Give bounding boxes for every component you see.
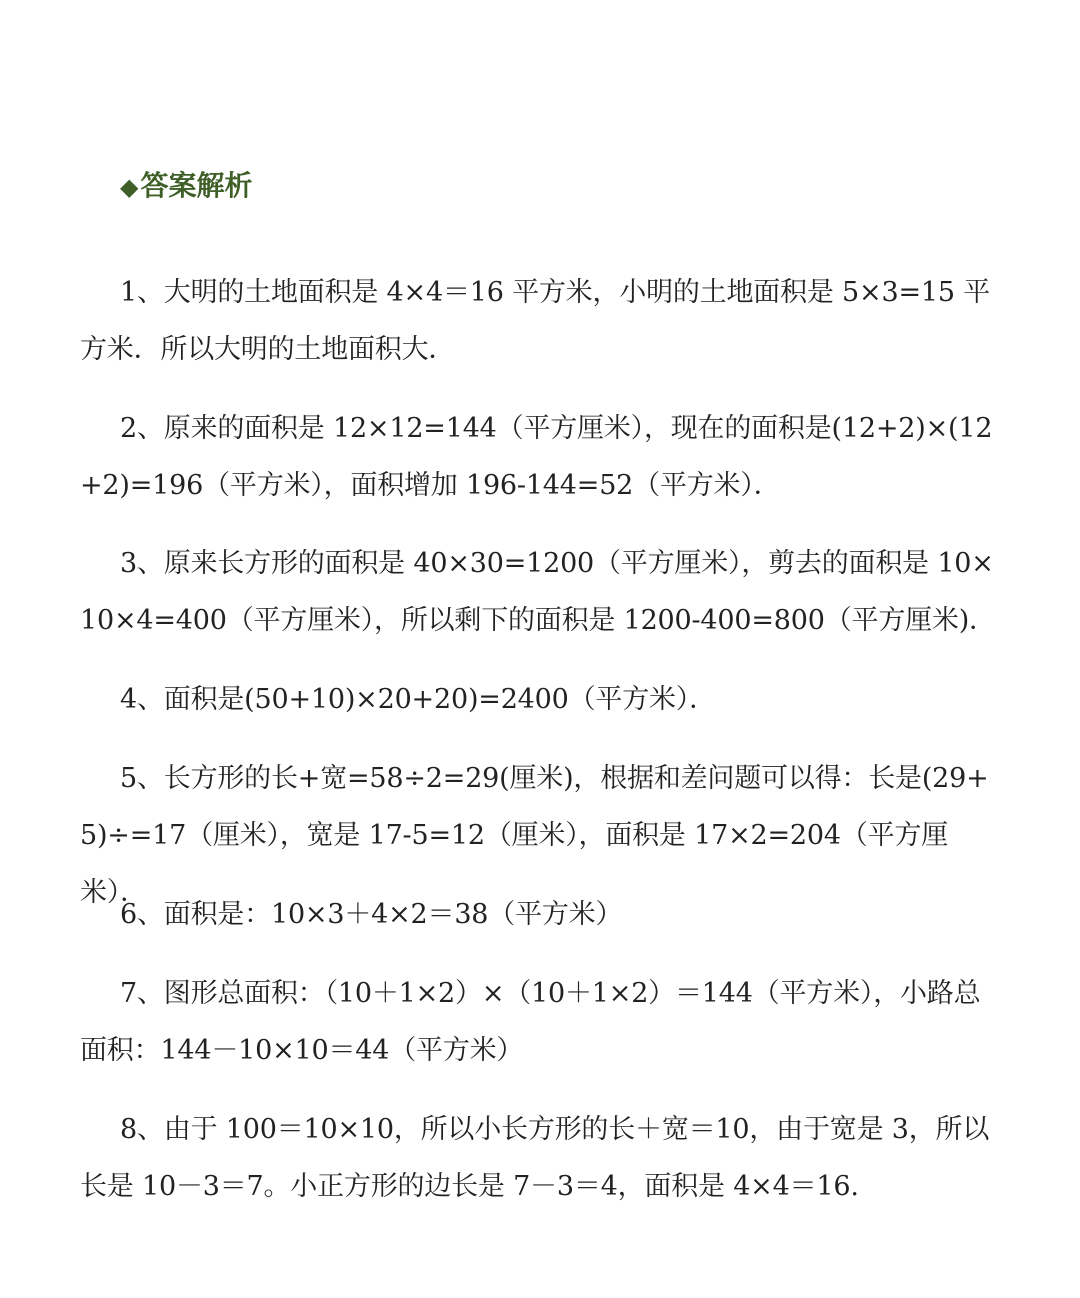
section-heading-text: 答案解析	[140, 169, 253, 202]
answer-item-3: 3、原来长方形的面积是 40×30=1200（平方厘米），剪去的面积是 10×10×4=400（平方厘米），所以剩下的面积是 1200-400=800（平方厘米)．	[80, 548, 996, 636]
diamond-bullet-icon: ◆	[120, 173, 139, 201]
answer-item-8: 8、由于 100＝10×10，所以小长方形的长＋宽＝10，由于宽是 3，所以长是 10－3＝7。小正方形的边长是 7－3＝4，面积是 4×4＝16.	[80, 1114, 990, 1202]
answer-item-7: 7、图形总面积：（10＋1×2）×（10＋1×2）＝144（平方米），小路总面积：144－10×10＝44（平方米）	[80, 978, 981, 1066]
answer-item-6: 6、面积是：10×3＋4×2＝38（平方米）	[120, 899, 623, 930]
section-heading	[120, 166, 252, 207]
answer-item-5: 5、长方形的长+宽=58÷2=29(厘米)，根据和差问题可以得：长是(29+5)÷=17（厘米），宽是 17-5=12（厘米），面积是 17×2=204（平方厘米）．	[80, 763, 989, 908]
answer-item-1: 1、大明的土地面积是 4×4＝16 平方米，小明的土地面积是 5×3=15 平方米．所以大明的土地面积大．	[80, 277, 991, 365]
answer-item-2: 2、原来的面积是 12×12=144（平方厘米），现在的面积是(12+2)×(12+2)=196（平方米），面积增加 196-144=52（平方米）．	[80, 413, 993, 501]
answer-item-4: 4、面积是(50+10)×20+20)=2400（平方米）．	[120, 684, 716, 715]
